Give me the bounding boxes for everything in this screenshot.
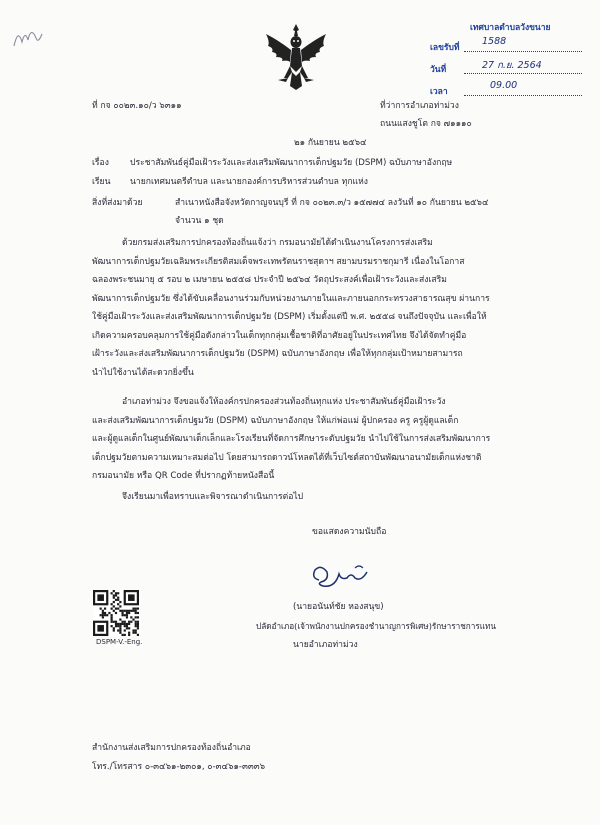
receipt-stamp <box>430 18 588 98</box>
subject-label: เรื่อง <box>92 158 109 168</box>
signer-name: (นายอนันท์ชัย หองสนุข) <box>293 602 384 612</box>
body-paragraph-2 <box>92 393 532 486</box>
body-paragraph-1 <box>92 234 532 382</box>
qr-caption: DSPM-V.-Eng. <box>96 638 143 646</box>
handwritten-signature <box>305 560 375 590</box>
paragraph-line: และส่งเสริมพัฒนาการเด็กปฐมวัย (DSPM) ฉบับภาษาอังกฤษ ให้แก่พ่อแม่ ผู้ปกครอง ครู ครูผู้ดูแลเด็ก <box>92 415 459 426</box>
signer-position-line2: นายอำเภอท่าม่วง <box>293 640 358 650</box>
stamp-rule-3 <box>464 95 582 96</box>
paragraph-line: นำไปใช้งานได้สะดวกยิ่งขึ้น <box>92 367 194 378</box>
paragraph-line: อำเภอท่าม่วง จึงขอแจ้งให้องค์กรปกครองส่วนท้องถิ่นทุกแห่ง ประชาสัมพันธ์คู่มือเฝ้าระวัง <box>122 397 446 407</box>
stamp-org: เทศบาลตำบลวังขนาย <box>470 23 551 33</box>
stamp-rule-2 <box>464 73 582 74</box>
footer-department: สำนักงานส่งเสริมการปกครองท้องถิ่นอำเภอ <box>92 743 251 753</box>
stamp-date-label: วันที่ <box>430 65 447 75</box>
paragraph-line: และผู้ดูแลเด็กในศูนย์พัฒนาเด็กเล็กและโรงเรียนที่จัดการศึกษาระดับปฐมวัย นำไปใช้ในการส่งเสริมพัฒนาการ <box>92 434 491 444</box>
signer-position-line1: ปลัดอำเภอ(เจ้าพนักงานปกครองชำนาญการพิเศษ)รักษาราชการแทน <box>256 621 497 631</box>
paragraph-line: พัฒนาการเด็กปฐมวัยเฉลิมพระเกียรติสมเด็จพระเทพรัตนราชสุดาฯ สยามบรมราชกุมารี เนื่องในโอกาส <box>92 256 465 267</box>
paragraph-line: เฝ้าระวังและส่งเสริมพัฒนาการเด็กปฐมวัย (DSPM) ฉบับภาษาอังกฤษ เพื่อให้ทุกกลุ่มเป้าหมายสามารถ <box>92 349 463 359</box>
enclosure-text: สำเนาหนังสือจังหวัดกาญจนบุรี ที่ กจ ๐๐๒๓.๓/ว ๑๕๗๗๔ ลงวันที่ ๑๐ กันยายน ๒๕๖๔ <box>175 198 489 208</box>
recipient-label: เรียน <box>92 177 111 187</box>
stamp-rec-no-label: เลขรับที่ <box>430 43 460 53</box>
paragraph-line: ฉลองพระชนมายุ ๕ รอบ ๒ เมษายน ๒๕๕๘ ประจำปี ๒๕๖๔ วัตถุประสงค์เพื่อเฝ้าระวังและส่งเสริม <box>92 275 447 285</box>
stamp-date-value: 27 ก.ย. 2564 <box>482 60 542 71</box>
paragraph-line: เกิดความครอบคลุมการใช้คู่มือดังกล่าวในเด็กทุกกลุ่มเชื้อชาติที่อาศัยอยู่ในประเทศไทย จึงได้จัดทำคู่มือ <box>92 330 467 341</box>
paragraph-line: ด้วยกรมส่งเสริมการปกครองท้องถิ่นแจ้งว่า กรมอนามัยได้ดำเนินงานโครงการส่งเสริม <box>122 238 433 248</box>
footer-phone: โทร./โทรสาร ๐-๓๔๖๑-๒๓๐๑, ๐-๓๔๖๑-๓๓๓๖ <box>92 762 266 772</box>
closing-salutation: ขอแสดงความนับถือ <box>312 527 387 537</box>
paragraph-line: ใช้คู่มือเฝ้าระวังและส่งเสริมพัฒนาการเด็กปฐมวัย (DSPM) เริ่มตั้งแต่ปี พ.ศ. ๒๕๕๘ จนถึงปัจจุบัน และเพื่อให้ <box>92 312 487 322</box>
office-address-line2: ถนนแสงชูโต กจ ๗๑๑๑๐ <box>380 119 472 129</box>
paragraph-line: พัฒนาการเด็กปฐมวัย ซึ่งได้ขับเคลื่อนงานร่วมกับหน่วยงานภายในและภายนอกกระทรวงสาธารณสุข ผ่านการ <box>92 293 490 304</box>
qr-code-icon <box>93 590 139 636</box>
stamp-time-value: 09.00 <box>490 80 518 91</box>
garuda-emblem-icon <box>262 20 330 92</box>
qr-code[interactable] <box>93 590 139 636</box>
document-number: ที่ กจ ๐๐๒๓.๑๐/ว ๖๓๑๑ <box>92 101 182 111</box>
document-date: ๒๑ กันยายน ๒๕๖๔ <box>294 138 367 148</box>
stamp-rule-1 <box>464 51 582 52</box>
enclosure-quantity: จำนวน ๑ ชุด <box>175 216 224 226</box>
recipient-text: นายกเทศมนตรีตำบล และนายกองค์การบริหารส่วนตำบล ทุกแห่ง <box>130 177 368 187</box>
enclosure-label: สิ่งที่ส่งมาด้วย <box>92 198 143 208</box>
office-address-line1: ที่ว่าการอำเภอท่าม่วง <box>380 101 459 111</box>
paragraph-line: กรมอนามัย หรือ QR Code ที่ปรากฏท้ายหนังสือนี้ <box>92 471 275 481</box>
body-paragraph-3: จึงเรียนมาเพื่อทราบและพิจารณาดำเนินการต่อไป <box>122 492 304 502</box>
stamp-time-label: เวลา <box>430 87 448 97</box>
stamp-rec-no-value: 1588 <box>482 36 507 47</box>
subject-text: ประชาสัมพันธ์คู่มือเฝ้าระวังและส่งเสริมพัฒนาการเด็กปฐมวัย (DSPM) ฉบับภาษาอังกฤษ <box>130 158 453 168</box>
paragraph-line: เด็กปฐมวัยตามความเหมาะสมต่อไป โดยสามารถดาวน์โหลดได้ที่เว็บไซต์สถาบันพัฒนาอนามัยเด็กแห่งชาติ <box>92 452 482 463</box>
margin-handwriting-mark <box>10 22 50 52</box>
